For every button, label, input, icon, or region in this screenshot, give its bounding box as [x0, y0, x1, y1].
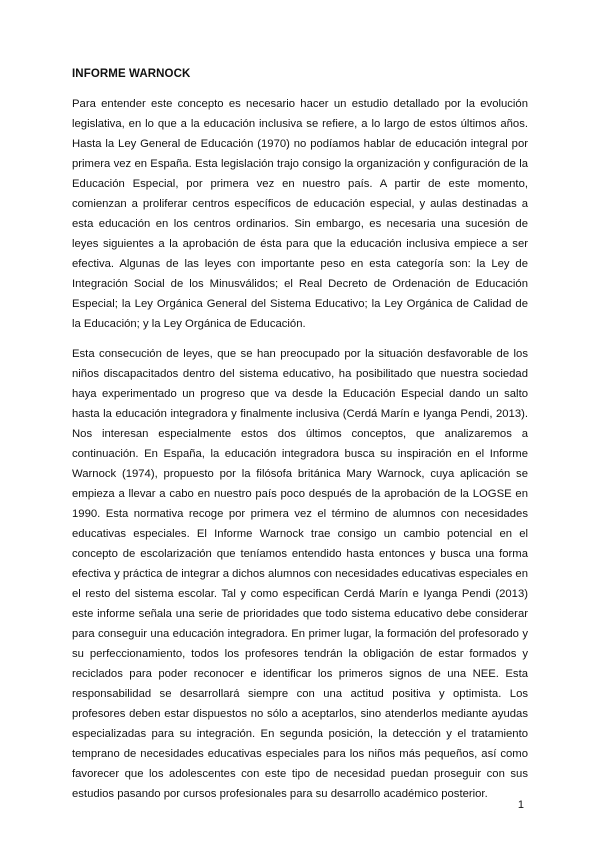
page-content: [72, 68, 528, 814]
document-title: INFORME WARNOCK: [72, 68, 191, 80]
paragraph-warnock-report: Esta consecución de leyes, que se han preocupado por la situación desfavorable de los niños discapacitados dentro del sistema educativo, ha posibilitado que nuestra sociedad haya experimentado un progreso que va desde la Educación Especial dando un salto hasta la educación integradora y finalmente inclusiva (Cerdá Marín e Iyanga Pendi, 2013). Nos interesan especialmente estos dos últimos conceptos, que analizaremos a continuación. En España, la educación integradora busca su inspiración en el Informe Warnock (1974), propuesto por la filósofa británica Mary Warnock, cuya aplicación se empieza a llevar a cabo en nuestro país poco después de la aprobación de la LOGSE en 1990. Esta normativa recoge por primera vez el término de alumnos con necesidades educativas especiales. El Informe Warnock trae consigo un cambio potencial en el concepto de escolarización que teníamos entendido hasta entonces y busca una forma efectiva y práctica de integrar a dichos alumnos con necesidades educativas especiales en el resto del sistema escolar. Tal y como especifican Cerdá Marín e Iyanga Pendi (2013) este informe señala una serie de prioridades que todo sistema educativo debe considerar para conseguir una educación integradora. En primer lugar, la formación del profesorado y su perfeccionamiento, todos los profesores tendrán la obligación de estar formados y reciclados para poder reconocer e identificar los primeros signos de una NEE. Esta responsabilidad se desarrollará siempre con una actitud positiva y optimista. Los profesores deben estar dispuestos no sólo a aceptarlos, sino atenderlos mediante ayudas especializadas para su integración. En segunda posición, la detección y el tratamiento temprano de necesidades educativas especiales para los niños más pequeños, así como favorecer que los adolescentes con este tipo de necesidad puedan proseguir con sus estudios pasando por cursos profesionales para su desarrollo académico posterior.: [72, 348, 528, 800]
page-number: 1: [517, 799, 524, 811]
paragraph-legislative-evolution: Para entender este concepto es necesario hacer un estudio detallado por la evolución legislativa, en lo que a la educación inclusiva se refiere, a lo largo de estos últimos años. Hasta la Ley General de Educación (1970) no podíamos hablar de educación integral por primera vez en España. Esta legislación trajo consigo la organización y configuración de la Educación Especial, por primera vez en nuestro país. A partir de este momento, comienzan a proliferar centros específicos de educación especial, y aulas destinadas a esta educación en los centros ordinarios. Sin embargo, es necesaria una sucesión de leyes siguientes a la aprobación de ésta para que la educación inclusiva empiece a ser efectiva. Algunas de las leyes con importante peso en esta categoría son: la Ley de Integración Social de los Minusválidos; el Real Decreto de Ordenación de Educación Especial; la Ley Orgánica General del Sistema Educativo; la Ley Orgánica de Calidad de la Educación; y la Ley Orgánica de Educación.: [72, 98, 528, 330]
